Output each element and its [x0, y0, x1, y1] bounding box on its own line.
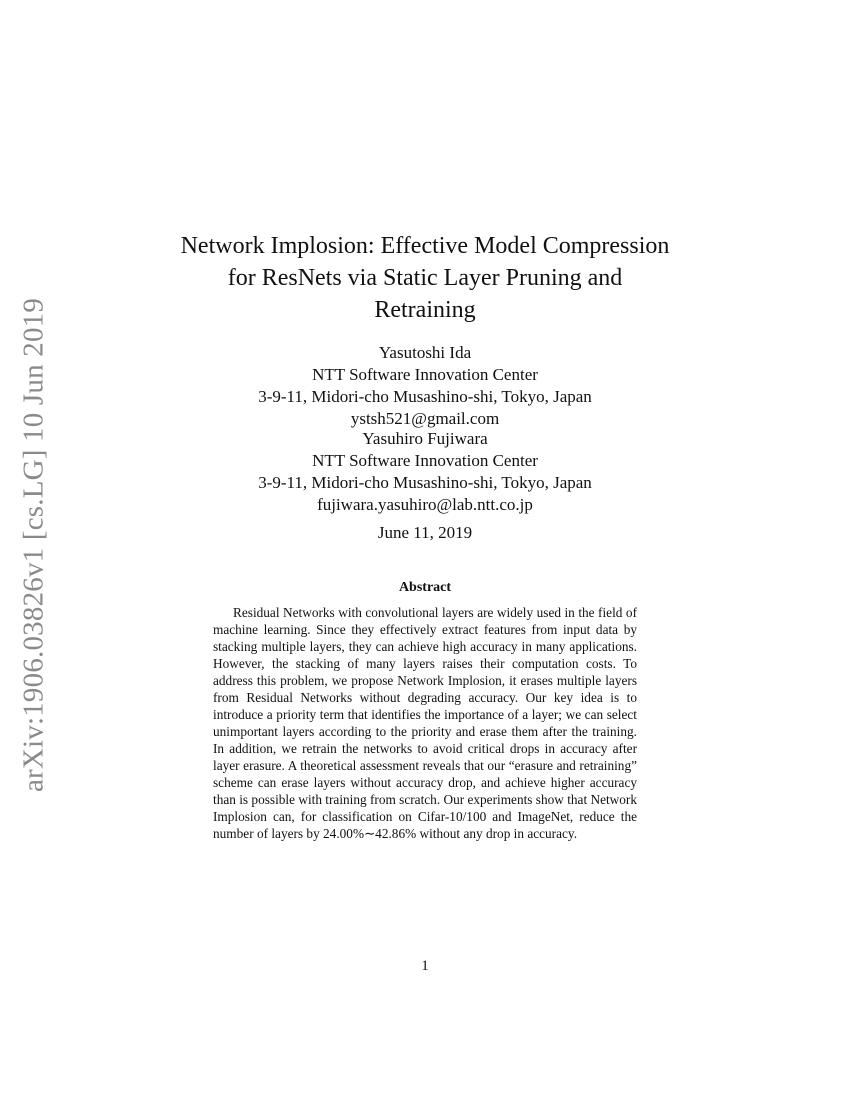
paper-title: [150, 230, 700, 326]
author-block-1: [150, 342, 700, 430]
publication-date: June 11, 2019: [377, 523, 473, 542]
author-address: 3-9-11, Midori-cho Musashino-shi, Tokyo, Japan: [258, 473, 592, 492]
author-block-2: [150, 428, 700, 516]
author-address: 3-9-11, Midori-cho Musashino-shi, Tokyo, Japan: [258, 387, 592, 406]
author-email: ystsh521@gmail.com: [350, 409, 500, 428]
title-line: for ResNets via Static Layer Pruning and: [227, 265, 623, 291]
title-line: Network Implosion: Effective Model Compression: [180, 233, 670, 259]
author-email: fujiwara.yasuhiro@lab.ntt.co.jp: [317, 495, 533, 514]
author-affiliation: NTT Software Innovation Center: [312, 451, 538, 470]
abstract-body: Residual Networks with convolutional layers are widely used in the field of machine learning. Since they effectively extract features from input data by stacking multiple layers, they can achieve high accuracy in many applications. However, the stacking of many layers raises their computation costs. To address this problem, we propose Network Implosion, it erases multiple layers from Residual Networks without degrading accuracy. Our key idea is to introduce a priority term that identifies the importance of a layer; we can select unimportant layers according to the priority and erase them after the training. In addition, we retrain the networks to avoid critical drops in accuracy after layer erasure. A theoretical assessment reveals that our “erasure and retraining” scheme can erase layers without accuracy drop, and achieve higher accuracy than is possible with training from scratch. Our experiments show that Network Implosion can, for classification on Cifar-10/100 and ImageNet, reduce the number of layers by 24.00%∼42.86% without any drop in accuracy.: [213, 605, 637, 841]
author-affiliation: NTT Software Innovation Center: [312, 365, 538, 384]
arxiv-identifier-text: arXiv:1906.03826v1 [cs.LG] 10 Jun 2019: [17, 297, 50, 793]
title-line: Retraining: [374, 297, 476, 323]
page-number: 1: [421, 958, 429, 974]
author-name: Yasuhiro Fujiwara: [362, 429, 488, 448]
abstract-heading: Abstract: [398, 580, 452, 595]
author-name: Yasutoshi Ida: [378, 343, 472, 362]
